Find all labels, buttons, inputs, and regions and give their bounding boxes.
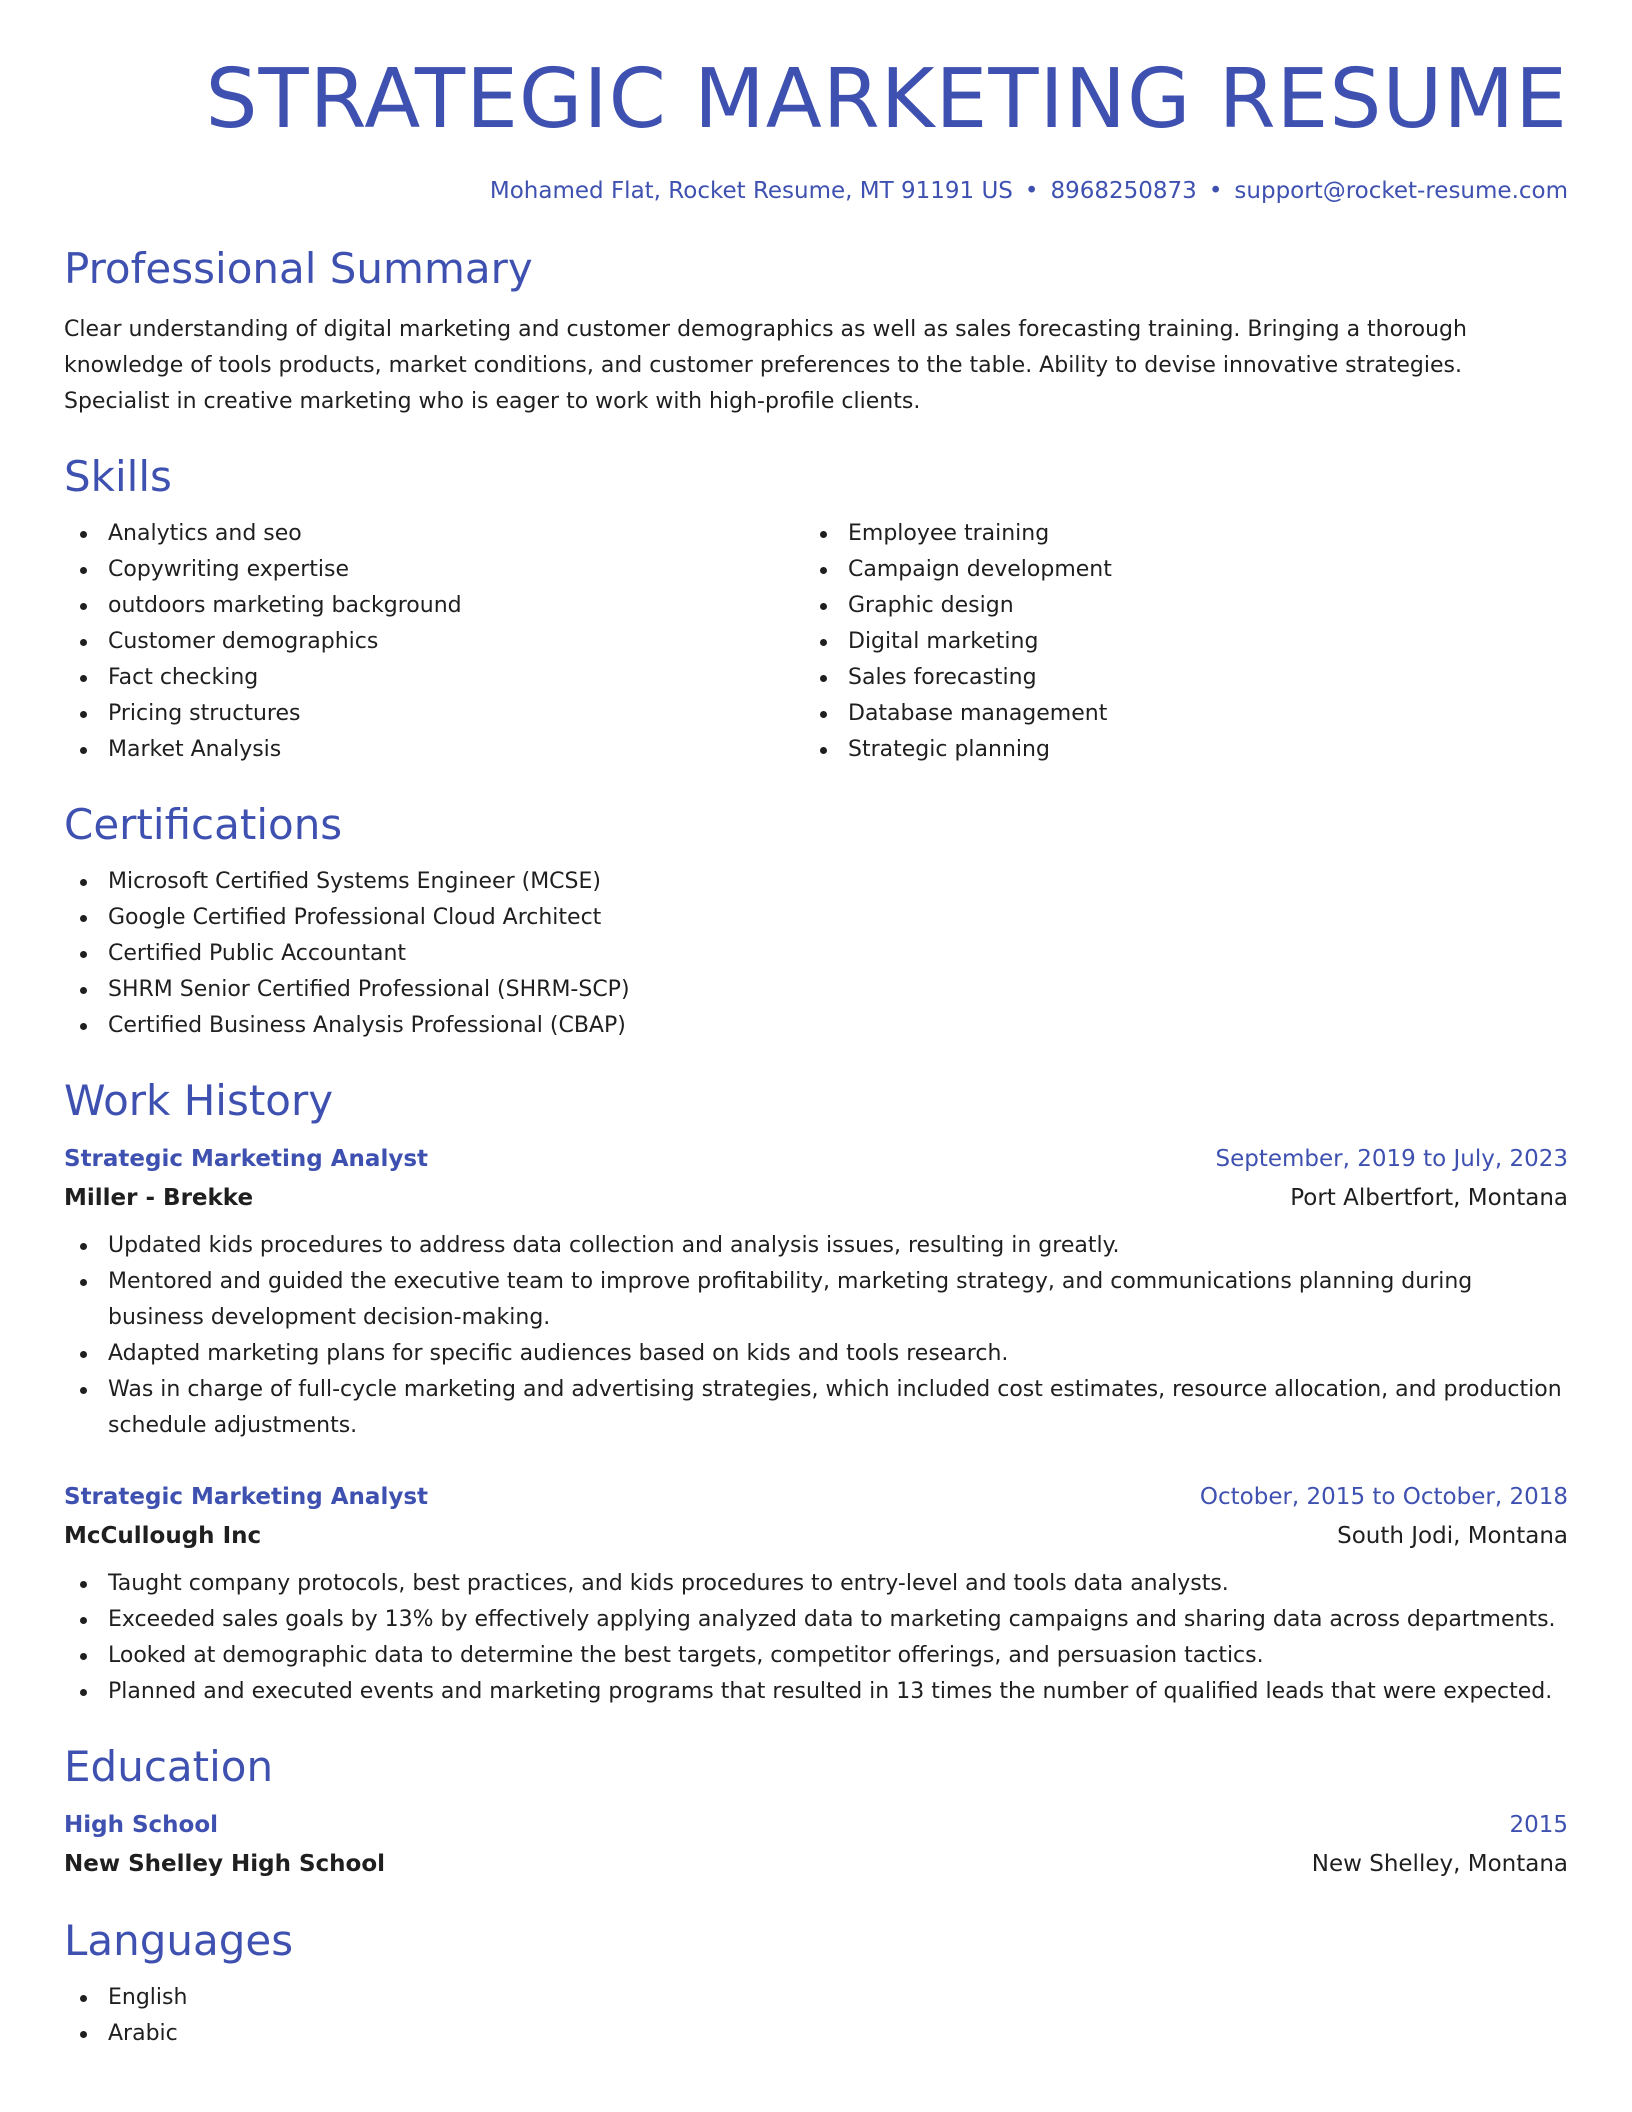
list-item: Database management xyxy=(804,696,1568,732)
certifications-title: Certifications xyxy=(64,800,343,849)
list-item: Planned and executed events and marketing programs that resulted in 13 times the number of qualified leads that were expected. xyxy=(64,1674,1568,1710)
education-location: New Shelley, Montana xyxy=(1311,1851,1568,1877)
skills-grid xyxy=(64,516,1568,768)
list-item: Taught company protocols, best practices, and kids procedures to entry-level and tools data analysts. xyxy=(64,1566,1568,1602)
resume-header xyxy=(64,52,1568,208)
list-item: Analytics and seo xyxy=(64,516,804,552)
languages-title: Languages xyxy=(64,1916,294,1965)
certifications-list xyxy=(64,864,1568,1044)
list-item: Campaign development xyxy=(804,552,1568,588)
education-year: 2015 xyxy=(1509,1812,1568,1838)
job-title: Strategic Marketing Analyst xyxy=(64,1146,429,1172)
list-item: Customer demographics xyxy=(64,624,804,660)
job-entry xyxy=(64,1478,1568,1710)
list-item: SHRM Senior Certified Professional (SHRM-SCP) xyxy=(64,972,1568,1008)
list-item: Certified Public Accountant xyxy=(64,936,1568,972)
education-section xyxy=(64,1740,1568,1884)
work-section xyxy=(64,1074,1568,1710)
contact-separator: • xyxy=(1208,178,1223,204)
contact-separator: • xyxy=(1024,178,1039,204)
education-title: Education xyxy=(64,1742,274,1791)
list-item: Employee training xyxy=(804,516,1568,552)
skills-title: Skills xyxy=(64,452,172,501)
list-item: Fact checking xyxy=(64,660,804,696)
list-item: Digital marketing xyxy=(804,624,1568,660)
list-item: Pricing structures xyxy=(64,696,804,732)
list-item: Arabic xyxy=(64,2016,1568,2052)
resume-name: STRATEGIC MARKETING RESUME xyxy=(205,52,1568,147)
contact-address: Mohamed Flat, Rocket Resume, MT 91191 US xyxy=(489,178,1013,204)
list-item: outdoors marketing background xyxy=(64,588,804,624)
job-location: Port Albertfort, Montana xyxy=(1290,1185,1568,1211)
list-item: Graphic design xyxy=(804,588,1568,624)
job-bullets xyxy=(64,1566,1568,1710)
languages-list xyxy=(64,1980,1568,2052)
summary-text: Clear understanding of digital marketing and customer demographics as well as sales forecasting training. Bringing a thorough knowledge of tools products, market conditions, and customer preferences to the table. Ability to devise innovative strategies. Specialist in creative marketing who is eager to work with high-profile clients. xyxy=(64,317,1467,414)
contact-phone: 8968250873 xyxy=(1050,178,1197,204)
education-school: New Shelley High School xyxy=(64,1851,386,1877)
list-item: Updated kids procedures to address data collection and analysis issues, resulting in greatly. xyxy=(64,1228,1568,1264)
list-item: Mentored and guided the executive team to improve profitability, marketing strategy, and communications planning during business development decision-making. xyxy=(64,1264,1568,1336)
education-entry xyxy=(64,1806,1568,1884)
list-item: Exceeded sales goals by 13% by effectively applying analyzed data to marketing campaigns and sharing data across departments. xyxy=(64,1602,1568,1638)
skills-list-left xyxy=(64,516,804,768)
job-dates: October, 2015 to October, 2018 xyxy=(1199,1484,1568,1510)
languages-section xyxy=(64,1914,1568,2052)
work-title: Work History xyxy=(64,1076,334,1125)
skills-section xyxy=(64,450,1568,768)
list-item: Copywriting expertise xyxy=(64,552,804,588)
list-item: Sales forecasting xyxy=(804,660,1568,696)
list-item: Was in charge of full-cycle marketing and advertising strategies, which included cost estimates, resource allocation, and production schedule adjustments. xyxy=(64,1372,1568,1444)
summary-title: Professional Summary xyxy=(64,244,533,293)
list-item: Strategic planning xyxy=(804,732,1568,768)
list-item: English xyxy=(64,1980,1568,2016)
job-bullets xyxy=(64,1228,1568,1444)
list-item: Adapted marketing plans for specific audiences based on kids and tools research. xyxy=(64,1336,1568,1372)
job-employer: McCullough Inc xyxy=(64,1523,262,1549)
list-item: Microsoft Certified Systems Engineer (MCSE) xyxy=(64,864,1568,900)
skills-list-right xyxy=(804,516,1568,768)
job-dates: September, 2019 to July, 2023 xyxy=(1215,1146,1568,1172)
job-location: South Jodi, Montana xyxy=(1337,1523,1568,1549)
contact-line xyxy=(64,174,1568,208)
list-item: Google Certified Professional Cloud Architect xyxy=(64,900,1568,936)
list-item: Market Analysis xyxy=(64,732,804,768)
list-item: Looked at demographic data to determine the best targets, competitor offerings, and persuasion tactics. xyxy=(64,1638,1568,1674)
education-degree: High School xyxy=(64,1812,219,1838)
job-entry xyxy=(64,1140,1568,1444)
job-employer: Miller - Brekke xyxy=(64,1185,254,1211)
list-item: Certified Business Analysis Professional (CBAP) xyxy=(64,1008,1568,1044)
job-title: Strategic Marketing Analyst xyxy=(64,1484,429,1510)
certifications-section xyxy=(64,798,1568,1044)
contact-email: support@rocket-resume.com xyxy=(1234,178,1568,204)
